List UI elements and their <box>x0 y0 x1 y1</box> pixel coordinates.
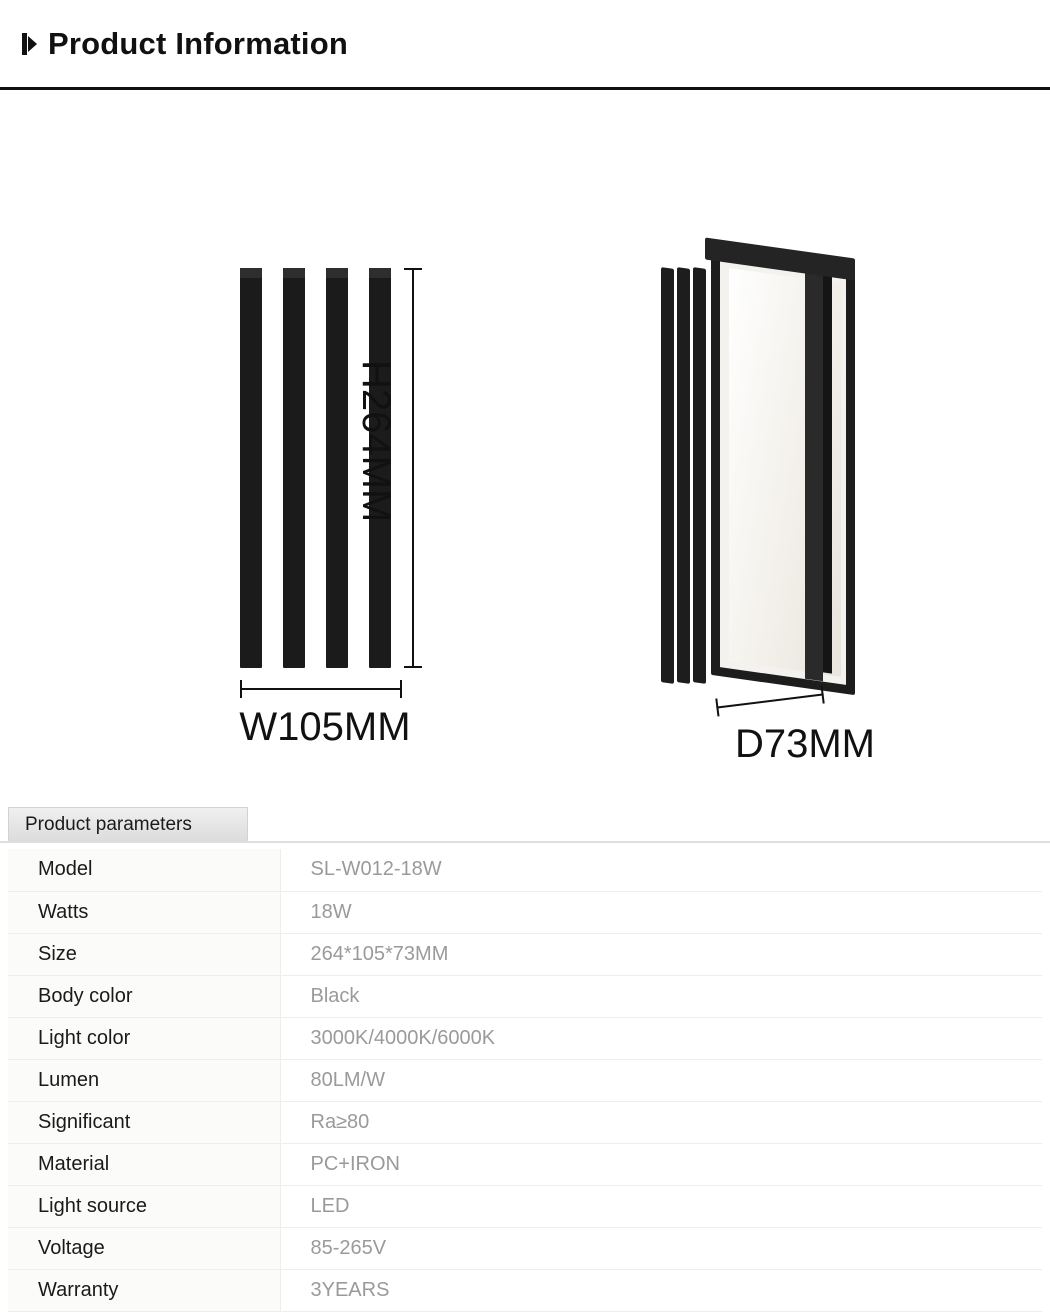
param-key: Size <box>8 933 280 975</box>
param-value: Ra≥80 <box>280 1101 1042 1143</box>
product-parameters-table-body <box>8 849 1042 1311</box>
product-parameters-tab <box>8 807 248 841</box>
param-key: Watts <box>8 891 280 933</box>
product-perspective-view-image <box>645 240 885 710</box>
param-key: Warranty <box>8 1269 280 1311</box>
width-dimension-line <box>240 688 402 690</box>
product-parameters-table <box>8 849 1042 1312</box>
width-dimension-label: W105MM <box>239 705 411 749</box>
parameters-tab-underline <box>0 841 1050 843</box>
table-row <box>8 933 1042 975</box>
param-key: Significant <box>8 1101 280 1143</box>
param-key: Model <box>8 849 280 891</box>
page-header <box>0 0 1050 90</box>
param-key: Material <box>8 1143 280 1185</box>
table-row <box>8 1185 1042 1227</box>
table-row <box>8 849 1042 891</box>
table-row <box>8 1059 1042 1101</box>
param-value: LED <box>280 1185 1042 1227</box>
param-value: 264*105*73MM <box>280 933 1042 975</box>
param-value: 85-265V <box>280 1227 1042 1269</box>
product-parameters-section <box>0 807 1050 849</box>
param-value: 3000K/4000K/6000K <box>280 1017 1042 1059</box>
param-value: Black <box>280 975 1042 1017</box>
table-row <box>8 1017 1042 1059</box>
param-value: 80LM/W <box>280 1059 1042 1101</box>
table-row <box>8 1101 1042 1143</box>
param-key: Light source <box>8 1185 280 1227</box>
table-row <box>8 1227 1042 1269</box>
height-dimension-line <box>412 268 414 668</box>
param-value: PC+IRON <box>280 1143 1042 1185</box>
product-dimension-diagram <box>0 90 1050 766</box>
table-row <box>8 975 1042 1017</box>
depth-dimension-label: D73MM <box>734 722 876 766</box>
height-dimension-label: H264MM <box>354 360 398 523</box>
table-row <box>8 1143 1042 1185</box>
param-value: 3YEARS <box>280 1269 1042 1311</box>
param-value: SL-W012-18W <box>280 849 1042 891</box>
param-key: Lumen <box>8 1059 280 1101</box>
param-key: Body color <box>8 975 280 1017</box>
section-marker-icon <box>22 33 38 55</box>
param-value: 18W <box>280 891 1042 933</box>
page-title: Product Information <box>48 25 349 61</box>
product-parameters-tab-label: Product parameters <box>25 813 192 835</box>
table-row <box>8 891 1042 933</box>
table-row <box>8 1269 1042 1311</box>
param-key: Voltage <box>8 1227 280 1269</box>
param-key: Light color <box>8 1017 280 1059</box>
